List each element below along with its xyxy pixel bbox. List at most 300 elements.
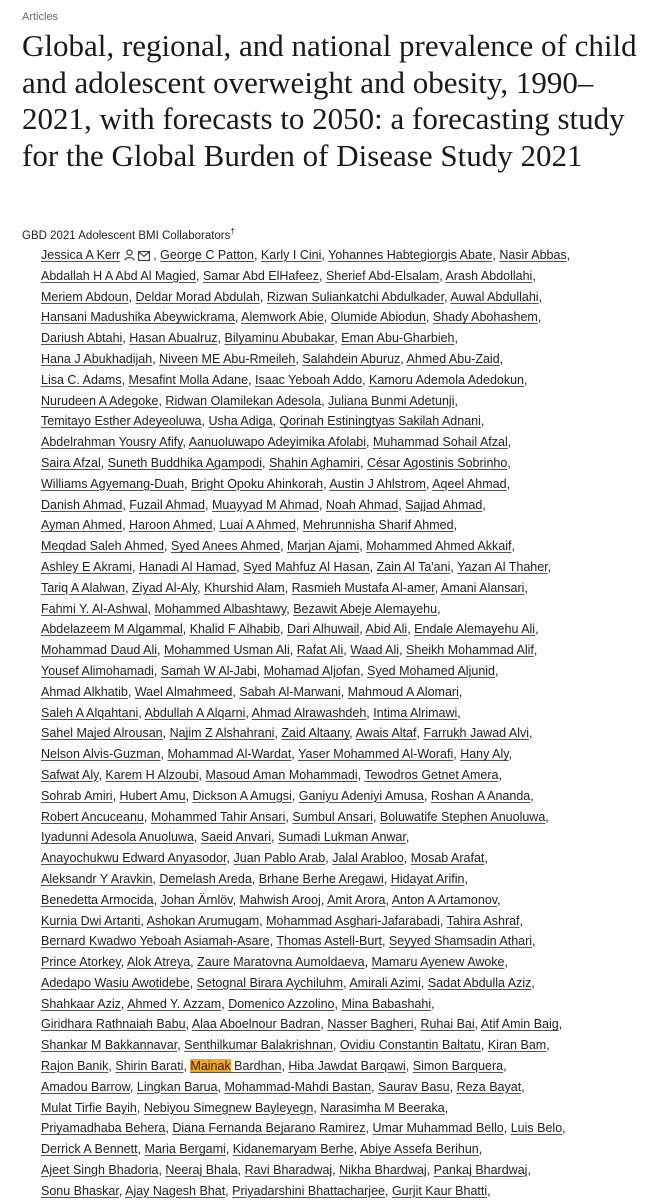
- author-link[interactable]: Luai A Ahmed: [219, 518, 296, 533]
- author-separator: ,: [385, 892, 392, 907]
- author-separator: ,: [332, 1038, 340, 1053]
- author-link[interactable]: Yaser Mohammed Al-Worafi: [298, 747, 454, 762]
- author-row: [41, 578, 651, 599]
- author-separator: ,: [364, 955, 372, 970]
- author-link[interactable]: Saira Afzal: [41, 455, 101, 470]
- author-link[interactable]: Amit Arora: [327, 892, 386, 907]
- author-link[interactable]: Iyadunni Adesola Anuoluwa: [41, 830, 194, 845]
- author-link[interactable]: Abdallah H A Abd Al Magied: [41, 268, 196, 283]
- author-link[interactable]: Lisa C. Adams: [41, 372, 122, 387]
- author-link[interactable]: Fuzail Ahmad: [129, 497, 205, 512]
- author-link[interactable]: Muayyad M Ahmad: [211, 497, 319, 512]
- author-link[interactable]: Mohammad Al-Wardat: [167, 747, 292, 762]
- author-separator: ,: [503, 1059, 511, 1074]
- author-link[interactable]: Waad Ali: [350, 643, 400, 658]
- author-link[interactable]: Mainak Bardhan: [190, 1059, 282, 1074]
- author-row: [41, 411, 651, 432]
- author-link[interactable]: Marjan Ajami: [287, 539, 360, 554]
- author-link[interactable]: Adedapo Wasiu Awotidebe: [41, 975, 190, 990]
- author-link[interactable]: Mohammad-Mahdi Bastan: [224, 1079, 372, 1094]
- author-link[interactable]: Yohannes Habtegiorgis Abate: [328, 248, 493, 262]
- author-link[interactable]: Karem H Alzoubi: [105, 767, 199, 782]
- author-link[interactable]: Sumbul Ansari: [292, 809, 373, 824]
- author-link[interactable]: Noah Ahmad: [325, 497, 399, 512]
- mail-icon[interactable]: [138, 251, 150, 261]
- author-link[interactable]: Haroon Ahmed: [129, 518, 213, 533]
- author-link[interactable]: Mohamad Aljofan: [263, 663, 361, 678]
- author-link[interactable]: Aqeel Ahmad: [432, 476, 507, 491]
- author-separator: ,: [372, 809, 380, 824]
- section-label: Articles: [22, 11, 59, 23]
- author-separator: ,: [184, 476, 192, 491]
- author-row: [41, 1160, 651, 1181]
- author-row: [41, 474, 651, 495]
- author-link[interactable]: Saeid Anvari: [200, 830, 272, 845]
- author-link[interactable]: Eman Abu-Gharbieh: [341, 331, 455, 346]
- author-row: [41, 1077, 651, 1098]
- author-separator: ,: [271, 830, 278, 845]
- author-separator: ,: [318, 497, 326, 512]
- author-link[interactable]: Syed Anees Ahmed: [170, 539, 281, 554]
- author-link[interactable]: Aleksandr Y Aravkin: [41, 871, 153, 886]
- author-link[interactable]: Simon Barquera: [412, 1059, 504, 1074]
- author-separator: ,: [371, 1079, 379, 1094]
- author-link[interactable]: Mohammad Asghari-Jafarabadi: [266, 913, 440, 928]
- author-separator: ,: [274, 726, 282, 741]
- author-separator: ,: [120, 955, 127, 970]
- author-link[interactable]: Mina Babashahi: [341, 996, 432, 1011]
- author-link[interactable]: Usha Adiga: [208, 414, 273, 429]
- author-link[interactable]: Khurshid Alam: [204, 580, 285, 595]
- author-link[interactable]: Pankaj Bhardwaj: [433, 1163, 528, 1178]
- author-separator: ,: [253, 248, 261, 262]
- author-row: [41, 931, 651, 952]
- author-row: [41, 536, 651, 557]
- author-link[interactable]: Demelash Areda: [159, 871, 252, 886]
- author-link[interactable]: Hasan Abualruz: [129, 331, 218, 346]
- author-link[interactable]: Rasmieh Mustafa Al-amer: [291, 580, 435, 595]
- author-link[interactable]: Amadou Barrow: [41, 1079, 130, 1094]
- author-link[interactable]: Abid Ali: [365, 622, 408, 637]
- author-link[interactable]: Rajon Banik: [41, 1059, 109, 1074]
- author-row: [41, 1181, 651, 1202]
- author-separator: ,: [480, 414, 488, 429]
- author-link[interactable]: Umar Muhammad Bello: [372, 1121, 504, 1136]
- author-link[interactable]: Diana Fernanda Bejarano Ramirez: [172, 1121, 366, 1136]
- author-link[interactable]: César Agostinis Sobrinho: [366, 455, 508, 470]
- author-separator: ,: [321, 248, 329, 262]
- author-row: [41, 495, 651, 516]
- author-separator: ,: [366, 435, 373, 450]
- author-link[interactable]: Rizwan Suliankatchi Abdulkader: [266, 289, 445, 304]
- author-separator: ,: [454, 393, 462, 408]
- author-link[interactable]: Meqdad Saleh Ahmed: [41, 539, 165, 554]
- author-separator: ,: [185, 1017, 192, 1032]
- author-separator: ,: [147, 601, 155, 616]
- author-link[interactable]: Sahel Majed Alrousan: [41, 726, 163, 741]
- author-link[interactable]: Nelson Alvis-Guzman: [41, 747, 161, 762]
- author-link[interactable]: Olumide Abiodun: [330, 310, 426, 325]
- author-link[interactable]: Mohammed Tahir Ansari: [150, 809, 286, 824]
- author-link[interactable]: Jessica A Kerr: [41, 248, 121, 262]
- author-link[interactable]: Hanadi Al Hamad: [138, 559, 237, 574]
- author-separator: ,: [524, 372, 531, 387]
- author-link[interactable]: Ayman Ahmed: [41, 518, 123, 533]
- author-link[interactable]: Yazan Al Thaher: [457, 559, 548, 574]
- author-link[interactable]: Abdullah A Alqarni: [144, 705, 246, 720]
- author-separator: ,: [492, 248, 500, 262]
- author-separator: ,: [291, 747, 299, 762]
- author-link[interactable]: Shady Abohashem: [432, 310, 538, 325]
- author-link[interactable]: Yousef Alimohamadi: [41, 663, 154, 678]
- author-row: [41, 807, 651, 828]
- author-link[interactable]: Qorinah Estiningtyas Sakilah Adnani: [279, 414, 481, 429]
- author-link[interactable]: Anton A Artamonov: [391, 892, 498, 907]
- author-link[interactable]: Amirali Azimi: [349, 975, 421, 990]
- author-separator: ,: [128, 289, 136, 304]
- author-link[interactable]: Sumadi Lukman Anwar: [278, 830, 406, 845]
- author-link[interactable]: Ganiyu Adeniyi Amusa: [298, 788, 424, 803]
- author-separator: ,: [262, 455, 269, 470]
- author-separator: ,: [530, 788, 538, 803]
- author-separator: ,: [497, 892, 505, 907]
- author-link[interactable]: Suneth Buddhika Agampodi: [107, 455, 263, 470]
- author-link[interactable]: Mesafint Molla Adane: [128, 372, 249, 387]
- author-row: [41, 328, 651, 349]
- author-link[interactable]: Sheikh Mohammad Alif: [406, 643, 534, 658]
- author-link[interactable]: Luis Belo: [510, 1121, 563, 1136]
- author-link[interactable]: Dari Alhuwail: [286, 622, 360, 637]
- author-link[interactable]: Bezawit Abeje Alemayehu: [293, 601, 438, 616]
- author-separator: ,: [449, 1079, 457, 1094]
- author-separator: ,: [217, 331, 225, 346]
- author-link[interactable]: Williams Agyemang-Duah: [41, 476, 185, 491]
- author-link[interactable]: Hidayat Arifin: [390, 871, 465, 886]
- author-link[interactable]: Hany Aly: [460, 747, 509, 762]
- author-link[interactable]: Ajeet Singh Bhadoria: [41, 1163, 159, 1178]
- author-separator: ,: [365, 1121, 373, 1136]
- author-separator: ,: [162, 726, 170, 741]
- author-link[interactable]: Shirin Barati: [115, 1059, 184, 1074]
- author-link[interactable]: Tahira Ashraf: [446, 913, 520, 928]
- author-link[interactable]: Derrick A Bennett: [41, 1142, 138, 1157]
- author-link[interactable]: Setognal Birara Aychiluhm: [196, 975, 344, 990]
- group-author[interactable]: [22, 227, 235, 242]
- author-link[interactable]: Aanuoluwapo Adeyimika Afolabi: [188, 435, 367, 450]
- author-separator: ,: [403, 851, 411, 866]
- author-link[interactable]: Narasimha M Beeraka: [320, 1100, 445, 1115]
- author-link[interactable]: Sadat Abdulla Aziz: [427, 975, 532, 990]
- author-link[interactable]: Priyamadhaba Behera: [41, 1121, 166, 1136]
- author-separator: ,: [225, 1183, 233, 1198]
- author-link[interactable]: Neeraj Bhala: [165, 1163, 238, 1178]
- author-link[interactable]: Shahin Aghamiri: [268, 455, 360, 470]
- author-link[interactable]: Bilyaminu Abubakar: [224, 331, 335, 346]
- author-link[interactable]: Mamaru Ayenew Awoke: [371, 955, 505, 970]
- author-separator: ,: [366, 705, 374, 720]
- author-link[interactable]: Atif Amin Baig: [480, 1017, 559, 1032]
- author-link[interactable]: Ajay Nagesh Bhat: [125, 1183, 226, 1198]
- author-link[interactable]: Sohrab Amiri: [41, 788, 113, 803]
- author-link[interactable]: Bernard Kwadwo Yeboah Asiamah-Asare: [41, 934, 270, 949]
- author-separator: ,: [482, 497, 490, 512]
- author-link[interactable]: Arash Abdollahi: [445, 268, 533, 283]
- author-link[interactable]: Seyyed Shamsadin Athari: [388, 934, 533, 949]
- author-link[interactable]: Domenico Azzolino: [228, 996, 335, 1011]
- author-row: [41, 307, 651, 328]
- author-link[interactable]: Alaa Aboelnour Badran: [191, 1017, 321, 1032]
- author-link[interactable]: Safwat Aly: [41, 767, 99, 782]
- author-link[interactable]: Ziyad Al-Aly: [132, 580, 198, 595]
- author-link[interactable]: Priyadarshini Bhattacharjee: [232, 1183, 385, 1198]
- author-separator: ,: [535, 622, 543, 637]
- author-link[interactable]: Sabah Al-Marwani: [239, 684, 341, 699]
- author-link[interactable]: Lingkan Barua: [136, 1079, 218, 1094]
- author-link[interactable]: Mohammed Ahmed Akkaif: [366, 539, 512, 554]
- author-separator: ,: [153, 248, 161, 262]
- author-link[interactable]: Robert Ancuceanu: [41, 809, 144, 824]
- author-row: [41, 869, 651, 890]
- author-row: [41, 1139, 651, 1160]
- author-link[interactable]: Salahdein Aburuz: [302, 351, 401, 366]
- author-link[interactable]: Hiba Jawdat Barqawi: [288, 1059, 406, 1074]
- person-icon[interactable]: [124, 249, 135, 261]
- author-separator: ,: [251, 871, 259, 886]
- author-separator: ,: [98, 767, 106, 782]
- author-separator: ,: [495, 663, 502, 678]
- author-separator: ,: [340, 684, 348, 699]
- author-link[interactable]: Roshan A Ananda: [430, 788, 531, 803]
- author-separator: ,: [132, 559, 139, 574]
- author-link[interactable]: Saurav Basu: [378, 1079, 450, 1094]
- author-separator: ,: [152, 351, 160, 366]
- author-link[interactable]: Austin J Ahlstrom: [329, 476, 426, 491]
- author-link[interactable]: Kidanemaryam Berhe: [232, 1142, 354, 1157]
- author-link[interactable]: Abdelrahman Yousry Afify: [41, 435, 183, 450]
- author-separator: ,: [558, 1017, 566, 1032]
- group-author-name[interactable]: GBD 2021 Adolescent BMI Collaborators: [22, 229, 231, 242]
- author-link[interactable]: Bright Opoku Ahinkorah: [191, 476, 324, 491]
- author-link[interactable]: Maria Bergami: [144, 1142, 226, 1157]
- author-separator: ,: [508, 747, 516, 762]
- author-link[interactable]: Ovidiu Constantin Baltatu: [339, 1038, 481, 1053]
- author-link[interactable]: Karly I Cini: [260, 248, 322, 262]
- author-link[interactable]: Senthilkumar Balakrishnan: [184, 1038, 333, 1053]
- author-separator: ,: [226, 851, 234, 866]
- author-link[interactable]: Mohammed Albashtawy: [154, 601, 287, 616]
- author-link[interactable]: Nasir Abbas: [499, 248, 567, 262]
- author-separator: ,: [359, 622, 366, 637]
- author-separator: ,: [165, 1121, 173, 1136]
- author-link[interactable]: Isaac Yeboah Addo: [255, 372, 363, 387]
- author-link[interactable]: Sonu Bhaskar: [41, 1183, 119, 1198]
- author-separator: ,: [524, 580, 532, 595]
- author-link[interactable]: Farrukh Jawad Alvi: [423, 726, 530, 741]
- author-link[interactable]: Mahmoud A Alomari: [347, 684, 459, 699]
- author-link[interactable]: Najim Z Alshahrani: [169, 726, 275, 741]
- author-separator: ,: [399, 643, 407, 658]
- author-separator: ,: [232, 684, 240, 699]
- author-link[interactable]: Tewodros Getnet Amera: [364, 767, 499, 782]
- author-separator: ,: [325, 851, 333, 866]
- author-separator: ,: [398, 497, 406, 512]
- author-link[interactable]: Sajjad Ahmad: [405, 497, 483, 512]
- author-link[interactable]: Sherief Abd-Elsalam: [325, 268, 440, 283]
- author-link[interactable]: Anayochukwu Edward Anyasodor: [41, 851, 227, 866]
- author-separator: ,: [533, 643, 541, 658]
- author-link[interactable]: Alok Atreya: [126, 955, 191, 970]
- author-link[interactable]: Hansani Madushika Abeywickrama: [41, 310, 235, 325]
- author-link[interactable]: Dickson A Amugsi: [192, 788, 292, 803]
- author-link[interactable]: Intima Alrimawi: [373, 705, 458, 720]
- author-link[interactable]: Mohammed Usman Ali: [163, 643, 290, 658]
- author-link[interactable]: Abdelazeem M Algammal: [41, 622, 183, 637]
- author-link[interactable]: Zaure Maratovna Aumoldaeva: [197, 955, 365, 970]
- author-link[interactable]: Rafat Ali: [296, 643, 344, 658]
- author-link[interactable]: Kamoru Ademola Adedokun: [369, 372, 524, 387]
- author-link[interactable]: Benedetta Armocida: [41, 892, 154, 907]
- author-separator: ,: [164, 539, 171, 554]
- author-link[interactable]: Shankar M Bakkannavar: [41, 1038, 178, 1053]
- author-link[interactable]: Meriem Abdoun: [41, 289, 129, 304]
- author-row: [41, 952, 651, 973]
- author-link[interactable]: Danish Ahmad: [41, 497, 123, 512]
- author-row: [41, 1118, 651, 1139]
- author-link[interactable]: Zain Al Ta'ani: [376, 559, 451, 574]
- author-link[interactable]: Brhane Berhe Aregawi: [258, 871, 384, 886]
- author-link[interactable]: Prince Atorkey: [41, 955, 121, 970]
- author-separator: ,: [129, 1079, 137, 1094]
- author-link[interactable]: Gurjit Kaur Bhatti: [391, 1183, 488, 1198]
- author-link[interactable]: George C Patton: [160, 248, 254, 262]
- author-link[interactable]: Thomas Astell-Burt: [276, 934, 382, 949]
- author-link[interactable]: Alemwork Abie: [241, 310, 324, 325]
- author-link[interactable]: Shahkaar Aziz: [41, 996, 121, 1011]
- author-link[interactable]: Mehrunnisha Sharif Ahmed: [302, 518, 454, 533]
- author-link[interactable]: Wael Almahmeed: [134, 684, 233, 699]
- author-row: [41, 827, 651, 848]
- author-link[interactable]: Ridwan Olamilekan Adesola: [165, 393, 322, 408]
- author-link[interactable]: Awais Altaf: [355, 726, 417, 741]
- author-link[interactable]: Samah W Al-Jabi: [160, 663, 257, 678]
- author-link[interactable]: Samar Abd ElHafeez: [202, 268, 319, 283]
- author-link[interactable]: Mahwish Arooj: [239, 892, 321, 907]
- author-link[interactable]: Johan Ärnlöv: [160, 892, 233, 907]
- search-highlight: Mainak: [190, 1059, 231, 1074]
- author-link[interactable]: Syed Mahfuz Al Hasan: [243, 559, 370, 574]
- author-separator: ,: [532, 268, 540, 283]
- author-row: [41, 432, 651, 453]
- author-link[interactable]: Nasser Bagheri: [327, 1017, 414, 1032]
- author-link[interactable]: Ravi Bharadwaj: [244, 1163, 333, 1178]
- author-row: [41, 1035, 651, 1056]
- author-separator: ,: [217, 1079, 225, 1094]
- author-separator: ,: [118, 1183, 126, 1198]
- author-separator: ,: [405, 830, 413, 845]
- author-link[interactable]: Ashley E Akrami: [41, 559, 133, 574]
- author-separator: ,: [121, 372, 129, 387]
- author-separator: ,: [198, 767, 206, 782]
- author-separator: ,: [232, 892, 240, 907]
- author-link[interactable]: Niveen ME Abu-Rmeileh: [159, 351, 296, 366]
- author-separator: ,: [343, 643, 351, 658]
- author-separator: ,: [566, 248, 574, 262]
- author-separator: ,: [385, 1183, 392, 1198]
- author-link[interactable]: Kurnia Dwi Artanti: [41, 913, 141, 928]
- author-link[interactable]: Syed Mohamed Aljunid: [367, 663, 495, 678]
- author-link[interactable]: Mulat Tirfie Bayih: [41, 1100, 137, 1115]
- author-separator: ,: [143, 809, 151, 824]
- author-link[interactable]: Auwal Abdullahi: [450, 289, 539, 304]
- author-link[interactable]: Boluwatife Stephen Anuoluwa: [379, 809, 546, 824]
- author-link[interactable]: Saleh A Alqahtani: [41, 705, 139, 720]
- author-separator: ,: [195, 268, 203, 283]
- author-link[interactable]: Amani Alansari: [441, 580, 525, 595]
- author-link[interactable]: Giridhara Rathnaiah Babu: [41, 1017, 186, 1032]
- author-link[interactable]: Juliana Bunmi Adetunji: [328, 393, 455, 408]
- author-link[interactable]: Nebiyou Simegnew Bayleyegn: [143, 1100, 314, 1115]
- author-link[interactable]: Dariush Abtahi: [41, 331, 123, 346]
- author-separator: ,: [140, 913, 147, 928]
- author-link[interactable]: Juan Pablo Arab: [233, 851, 326, 866]
- author-link[interactable]: Ahmad Alrawashdeh: [251, 705, 367, 720]
- author-link[interactable]: Masoud Aman Mohammadi: [205, 767, 358, 782]
- author-separator: ,: [190, 955, 198, 970]
- author-separator: ,: [108, 1059, 116, 1074]
- author-link[interactable]: Ahmed Y. Azzam: [127, 996, 222, 1011]
- author-separator: ,: [100, 455, 108, 470]
- author-separator: ,: [529, 726, 536, 741]
- author-link[interactable]: Muhammad Sohail Afzal: [372, 435, 508, 450]
- author-link[interactable]: Hana J Abukhadijah: [41, 351, 153, 366]
- author-link[interactable]: Temitayo Esther Adeyeoluwa: [41, 414, 202, 429]
- author-link[interactable]: Reza Bayat: [456, 1079, 522, 1094]
- author-separator: ,: [532, 934, 539, 949]
- author-link[interactable]: Hubert Amu: [119, 788, 186, 803]
- author-separator: ,: [225, 1142, 233, 1157]
- author-row: [41, 599, 651, 620]
- author-link[interactable]: Fahmi Y. Al-Ashwal: [41, 601, 148, 616]
- author-separator: ,: [487, 1183, 495, 1198]
- author-separator: ,: [197, 580, 205, 595]
- author-link[interactable]: Abiye Assefa Berihun: [359, 1142, 479, 1157]
- author-link[interactable]: Khalid F Alhabib: [189, 622, 281, 637]
- author-separator: ,: [527, 1163, 535, 1178]
- author-separator: ,: [353, 1142, 360, 1157]
- author-link[interactable]: Jalal Arabloo: [332, 851, 404, 866]
- author-separator: ,: [453, 518, 461, 533]
- author-link[interactable]: Nurudeen A Adegoke: [41, 393, 159, 408]
- author-link[interactable]: Tariq A Alalwan: [41, 580, 126, 595]
- author-link[interactable]: Mohammad Daud Ali: [41, 643, 158, 658]
- author-link[interactable]: Zaid Altaany: [281, 726, 350, 741]
- author-link[interactable]: Deldar Morad Abdulah: [135, 289, 260, 304]
- author-link[interactable]: Nikha Bhardwaj: [339, 1163, 427, 1178]
- author-separator: ,: [537, 310, 545, 325]
- author-separator: ,: [407, 622, 415, 637]
- author-link[interactable]: Mosab Arafat: [410, 851, 485, 866]
- author-link[interactable]: Endale Alemayehu Ali: [414, 622, 536, 637]
- author-separator: ,: [434, 580, 442, 595]
- author-link[interactable]: Ahmad Alkhatib: [41, 684, 128, 699]
- author-separator: ,: [122, 518, 130, 533]
- author-link[interactable]: Ashokan Arumugam: [146, 913, 260, 928]
- author-row: [41, 1098, 651, 1119]
- author-link[interactable]: Ahmed Abu-Zaid: [406, 351, 500, 366]
- author-link[interactable]: Ruhai Bai: [420, 1017, 475, 1032]
- author-row: [41, 890, 651, 911]
- author-link[interactable]: Kiran Bam: [487, 1038, 547, 1053]
